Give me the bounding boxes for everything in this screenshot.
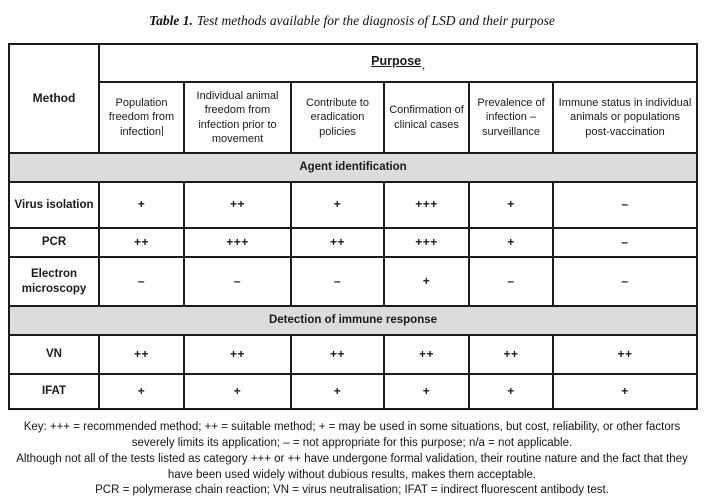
table-caption-label: Table 1. [149, 13, 193, 28]
key-line-symbols: Key: +++ = recommended method; ++ = suitable method; + = may be used in some situations, but cost, reliability, or other factors severely limits its application; – = not appropriate for this purpose; n/a = not applicable. [23, 421, 681, 449]
table-row-pcr [9, 228, 697, 257]
value-cell: + [469, 228, 553, 257]
table-row-virus-isolation [9, 182, 697, 228]
column-header-population-freedom [99, 82, 184, 153]
value-cell: ++ [99, 335, 184, 374]
value-cell: ++ [99, 228, 184, 257]
method-label: PCR [9, 228, 99, 257]
text-cursor [162, 126, 163, 136]
value-cell: + [384, 257, 469, 306]
value-cell: – [553, 228, 697, 257]
column-header-eradication-policies: Contribute to eradication policies [291, 82, 384, 153]
section-header-agent-identification: Agent identification [9, 153, 697, 182]
comment-anchor-mark: , [422, 61, 425, 72]
column-header-individual-freedom: Individual animal freedom from infection prior to movement [184, 82, 291, 153]
test-methods-table [8, 43, 698, 410]
value-cell: + [291, 182, 384, 228]
table-caption [0, 0, 704, 29]
purpose-header-label: Purpose [371, 54, 422, 68]
value-cell: ++ [469, 335, 553, 374]
value-cell: – [553, 257, 697, 306]
value-cell: + [553, 374, 697, 409]
method-label: IFAT [9, 374, 99, 409]
value-cell: + [469, 374, 553, 409]
key-line-validation-note: Although not all of the tests listed as category +++ or ++ have undergone formal validation, their routine nature and the fact that they have been used widely without dubious results, makes them acceptable. [16, 452, 688, 481]
value-cell: – [553, 182, 697, 228]
value-cell: + [99, 182, 184, 228]
value-cell: – [469, 257, 553, 306]
purpose-header [99, 44, 697, 82]
value-cell: ++ [184, 335, 291, 374]
value-cell: ++ [384, 335, 469, 374]
value-cell: + [184, 374, 291, 409]
table-key [0, 420, 704, 499]
value-cell: + [384, 374, 469, 409]
method-column-header: Method [9, 44, 99, 153]
value-cell: + [99, 374, 184, 409]
column-header-clinical-confirmation: Confirmation of clinical cases [384, 82, 469, 153]
value-cell: ++ [291, 335, 384, 374]
method-label: Electron microscopy [9, 257, 99, 306]
value-cell: – [99, 257, 184, 306]
method-label: Virus isolation [9, 182, 99, 228]
value-cell: +++ [384, 182, 469, 228]
value-cell: + [291, 374, 384, 409]
table-row-ifat [9, 374, 697, 409]
value-cell: ++ [291, 228, 384, 257]
method-label: VN [9, 335, 99, 374]
value-cell: ++ [553, 335, 697, 374]
column-header-prevalence-surveillance: Prevalence of infection – surveillance [469, 82, 553, 153]
value-cell: – [184, 257, 291, 306]
value-cell: +++ [384, 228, 469, 257]
value-cell: + [469, 182, 553, 228]
key-line-abbreviations: PCR = polymerase chain reaction; VN = virus neutralisation; IFAT = indirect fluorescent antibody test. [95, 484, 609, 497]
table-caption-text: Test methods available for the diagnosis of LSD and their purpose [196, 13, 555, 28]
value-cell: ++ [184, 182, 291, 228]
value-cell: +++ [184, 228, 291, 257]
value-cell: – [291, 257, 384, 306]
table-row-vn [9, 335, 697, 374]
column-header-label: Population freedom from infection [108, 97, 175, 138]
table-row-electron-microscopy [9, 257, 697, 306]
section-header-immune-response: Detection of immune response [9, 306, 697, 335]
column-header-immune-status: Immune status in individual animals or populations post-vaccination [553, 82, 697, 153]
